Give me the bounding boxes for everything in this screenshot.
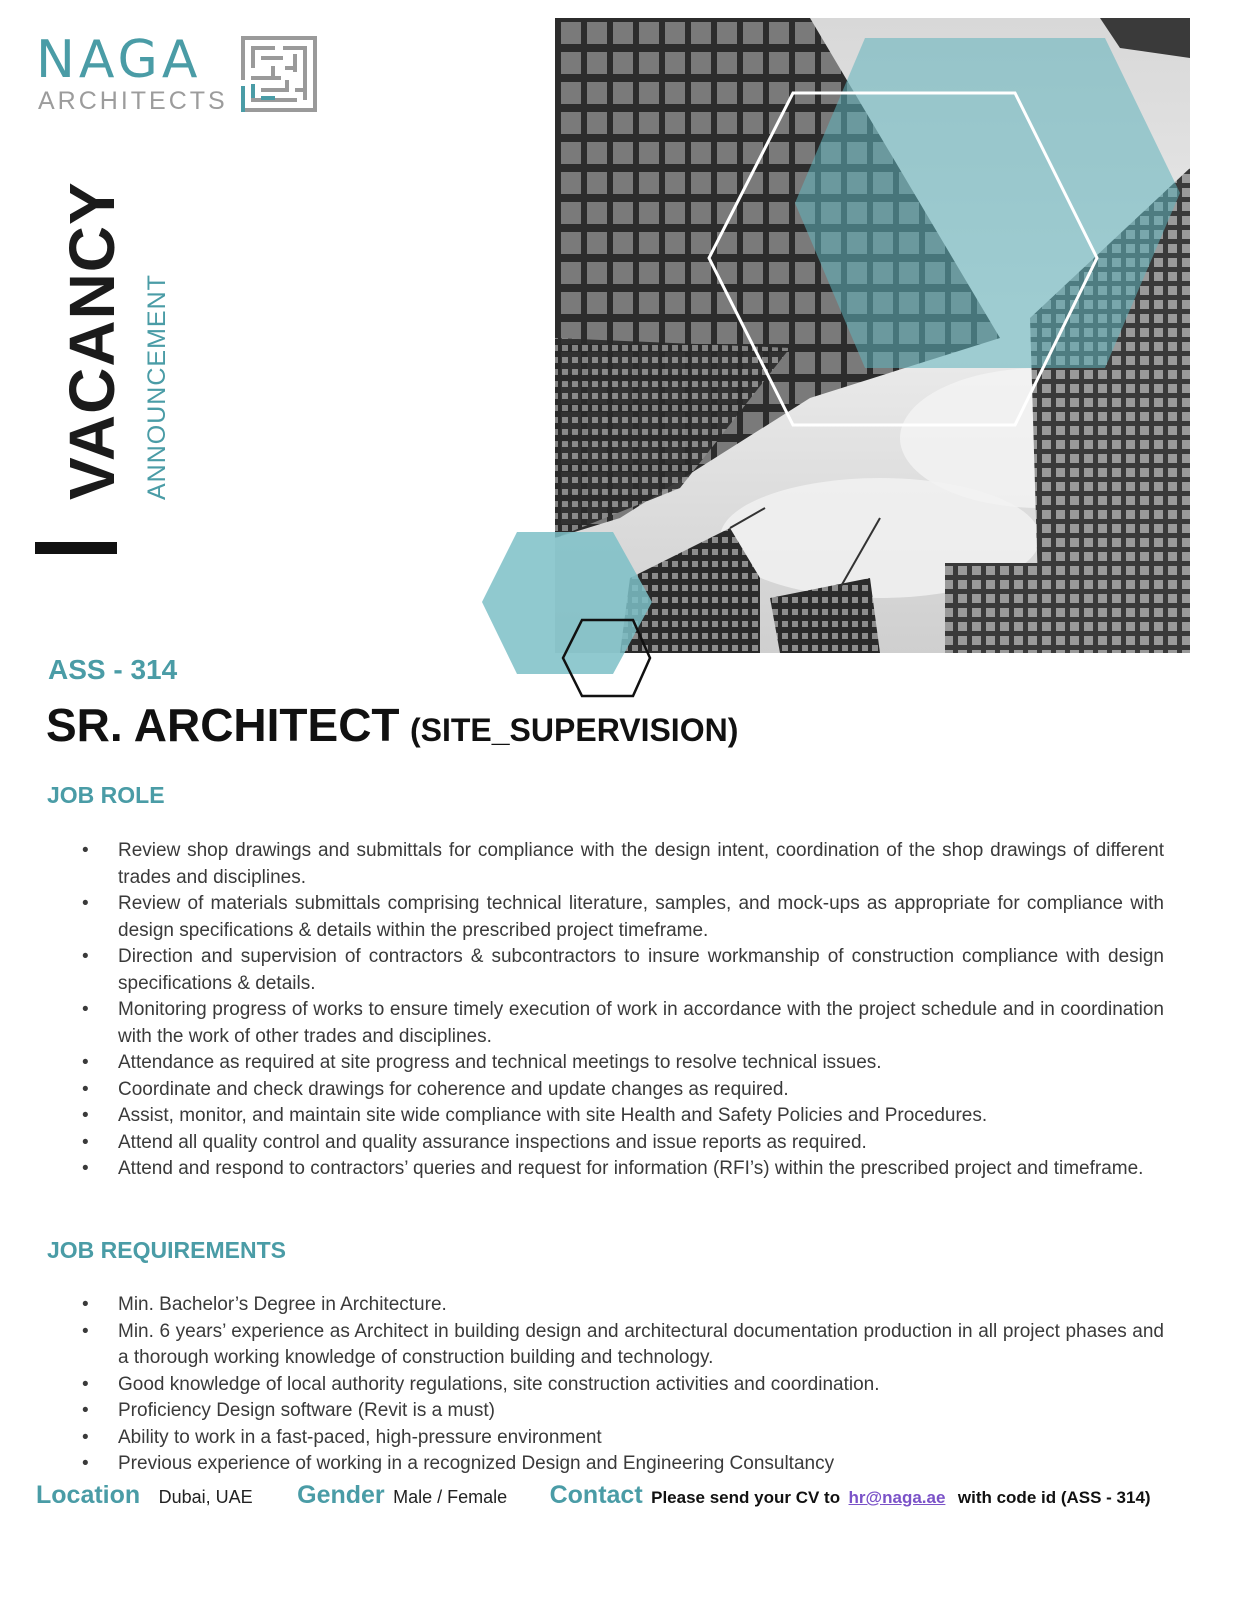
list-item: • Monitoring progress of works to ensure timely execution of work in accordance with the project schedule and in coordination with the work of other trades and disciplines. <box>80 997 1164 1050</box>
list-item: • Assist, monitor, and maintain site wide compliance with site Health and Safety Policies and Procedures. <box>80 1103 1164 1130</box>
job-role-heading: JOB ROLE <box>47 782 165 808</box>
job-requirements-heading: JOB REQUIREMENTS <box>47 1237 286 1263</box>
list-item: • Attend all quality control and quality assurance inspections and issue reports as required. <box>80 1130 1164 1157</box>
job-role-list <box>80 838 1164 1183</box>
hero-skyscraper-image <box>480 18 1200 702</box>
announcement-subtitle: ANNOUNCEMENT <box>143 274 171 500</box>
gender-label: Gender <box>297 1481 385 1509</box>
list-item: • Good knowledge of local authority regulations, site construction activities and coordination. <box>80 1372 1164 1399</box>
location-value: Dubai, UAE <box>158 1487 253 1507</box>
job-requirements-list <box>80 1292 1164 1478</box>
list-item: • Review of materials submittals comprising technical literature, samples, and mock-ups as appropriate for compliance with design specifications & details within the prescribed project timeframe. <box>80 891 1164 944</box>
contact-label: Contact <box>549 1481 643 1509</box>
accent-bar <box>35 542 117 554</box>
gender-value: Male / Female <box>393 1487 508 1507</box>
list-item: • Min. 6 years’ experience as Architect in building design and architectural documentation production in all project phases and a thorough working knowledge of construction building and technology. <box>80 1319 1164 1372</box>
company-logo <box>36 30 326 115</box>
job-code: ASS - 314 <box>48 654 178 685</box>
job-title <box>46 698 738 752</box>
kufic-emblem-icon <box>241 36 317 112</box>
contact-prefix: Please send your CV to <box>651 1488 841 1507</box>
list-item: • Attendance as required at site progress and technical meetings to resolve technical issues. <box>80 1050 1164 1077</box>
job-title-suffix: (SITE_SUPERVISION) <box>409 712 739 748</box>
list-item: • Previous experience of working in a recognized Design and Engineering Consultancy <box>80 1451 1164 1478</box>
list-item: • Review shop drawings and submittals for compliance with the design intent, coordination of the shop drawings of different trades and disciplines. <box>80 838 1164 891</box>
location-label: Location <box>36 1481 141 1509</box>
footer-info <box>36 1481 1216 1510</box>
contact-suffix: with code id (ASS - 314) <box>957 1488 1151 1507</box>
list-item: • Attend and respond to contractors’ queries and request for information (RFI’s) within the prescribed project and timeframe. <box>80 1156 1164 1183</box>
logo-tagline: ARCHITECTS <box>38 87 228 115</box>
list-item: • Ability to work in a fast-paced, high-pressure environment <box>80 1425 1164 1452</box>
list-item: • Min. Bachelor’s Degree in Architecture. <box>80 1292 1164 1319</box>
contact-email-link[interactable]: hr@naga.ae <box>848 1488 946 1507</box>
job-title-main: SR. ARCHITECT <box>46 699 400 751</box>
list-item: • Direction and supervision of contractors & subcontractors to insure workmanship of construction compliance with design specifications & details. <box>80 944 1164 997</box>
list-item: • Coordinate and check drawings for coherence and update changes as required. <box>80 1077 1164 1104</box>
vacancy-title: VACANCY <box>56 181 128 500</box>
list-item: • Proficiency Design software (Revit is a must) <box>80 1398 1164 1425</box>
logo-wordmark: NAGA <box>36 30 202 90</box>
